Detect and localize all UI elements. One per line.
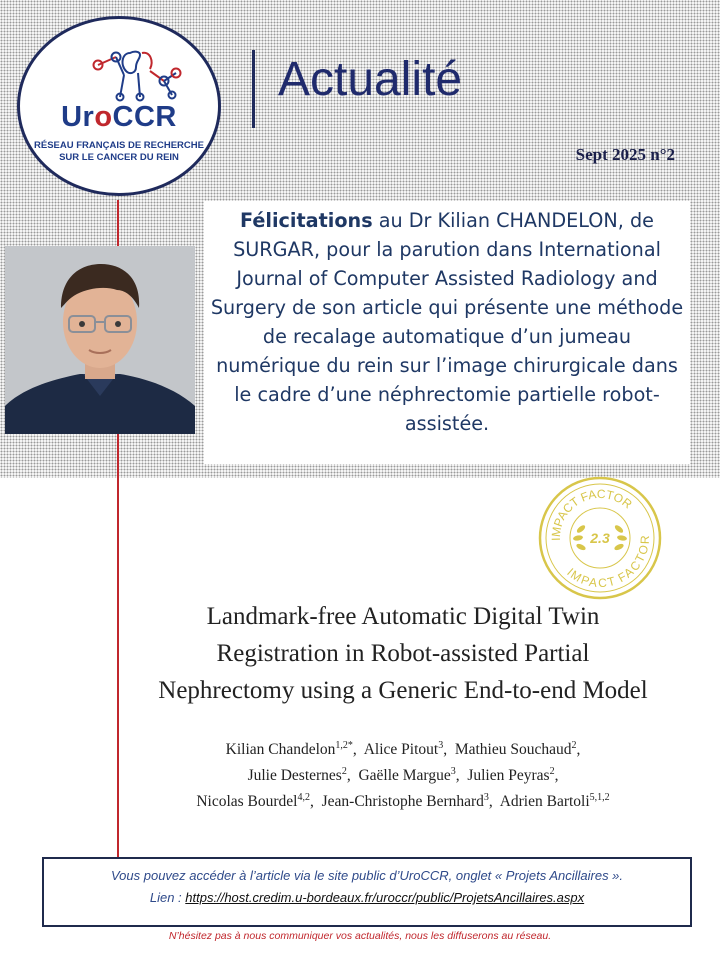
author-name: Kilian Chandelon (225, 741, 336, 759)
article-link[interactable]: https://host.credim.u-bordeaux.fr/uroccr/public/ProjetsAncillaires.aspx (185, 890, 585, 905)
paper-title (128, 598, 678, 709)
authors-line2: Julie Desternes$^2$, Gaëlle Margue$^3$, Julien Peyras$^2$, (247, 766, 559, 785)
author-photo (5, 246, 195, 434)
author-name: Gaëlle Margue (358, 767, 451, 785)
page-title: Actualité (278, 53, 463, 106)
logo-wordmark-prefix: Uro (61, 101, 113, 133)
portrait-image (5, 246, 195, 434)
logo-subtitle-line2: SUR LE CANCER DU REIN (59, 152, 179, 163)
author-affiliation: 2 (549, 766, 555, 778)
author-name: Julie Desternes (247, 767, 342, 785)
author-affiliation: 3 (483, 792, 489, 804)
paper-authors (118, 735, 688, 813)
author-affiliation: 4,2 (297, 792, 310, 804)
impact-factor-seal (537, 475, 663, 601)
author-name: Mathieu Souchaud (454, 741, 572, 759)
link-label: Lien : (149, 890, 182, 905)
access-link-line (44, 887, 690, 909)
congratulations-body: au Dr Kilian CHANDELON, de SURGAR, pour la parution dans International Journal of Computer Assisted Radiology and Surgery de son article qui présente une méthode de recalage automatique d’un jumeau numérique du rein sur l’image chirurgicale dans le cadre d’une néphrectomie partielle robot-assistée. (210, 209, 684, 435)
logo-subtitle-line1: RÉSEAU FRANÇAIS DE RECHERCHE (34, 140, 204, 151)
author-name: Alice Pitout (363, 741, 439, 759)
issue-label: Sept 2025 n°2 (575, 145, 675, 164)
logo-wordmark-suffix: CCR (112, 101, 177, 133)
access-text: Vous pouvez accéder à l’article via le site public d’UroCCR, onglet « Projets Ancillaires ». (110, 868, 624, 883)
paper-title-line3: Nephrectomy using a Generic End-to-end Model (158, 677, 648, 704)
logo-subtitle (20, 140, 218, 164)
author-affiliation: 3 (450, 766, 456, 778)
paper-title-line2: Registration in Robot-assisted Partial (216, 640, 590, 667)
author-name: Adrien Bartoli (499, 793, 590, 811)
authors-line3: Nicolas Bourdel$^{4,2}$, Jean-Christophe Bernhard$^3$, Adrien Bartoli$^{5,1,2}$ (196, 792, 610, 811)
author-affiliation: 2 (341, 766, 347, 778)
author-name: Nicolas Bourdel (196, 793, 298, 811)
uroccr-logo (17, 16, 221, 196)
seal-top-text: IMPACT FACTOR (548, 486, 635, 542)
author-name: Jean-Christophe Bernhard (321, 793, 484, 811)
logo-wordmark-accent: o (94, 101, 113, 133)
molecule-kidney-icon (80, 45, 190, 107)
paper-title-line1: Landmark-free Automatic Digital Twin (206, 603, 600, 630)
author-name: Julien Peyras (467, 767, 550, 785)
article-access-box (42, 857, 692, 927)
author-affiliation: 2 (571, 740, 577, 751)
author-affiliation: 5,1,2 (589, 792, 610, 804)
seal-value: 2.3 (590, 530, 610, 546)
author-affiliation: 1,2* (335, 740, 353, 751)
title-divider (252, 50, 255, 128)
congratulations-text (204, 201, 690, 464)
logo-wordmark (20, 101, 218, 134)
footer-note: N’hésitez pas à nous communiquer vos actualités, nous les diffuserons au réseau. (168, 930, 552, 942)
seal-bottom-text: IMPACT FACTOR (564, 535, 653, 591)
authors-line1: Kilian Chandelon$^{1,2*}$, Alice Pitout$^3$, Mathieu Souchaud$^2$, (225, 740, 581, 759)
author-affiliation: 3 (438, 740, 444, 751)
congratulations-highlight: Félicitations (240, 209, 373, 232)
